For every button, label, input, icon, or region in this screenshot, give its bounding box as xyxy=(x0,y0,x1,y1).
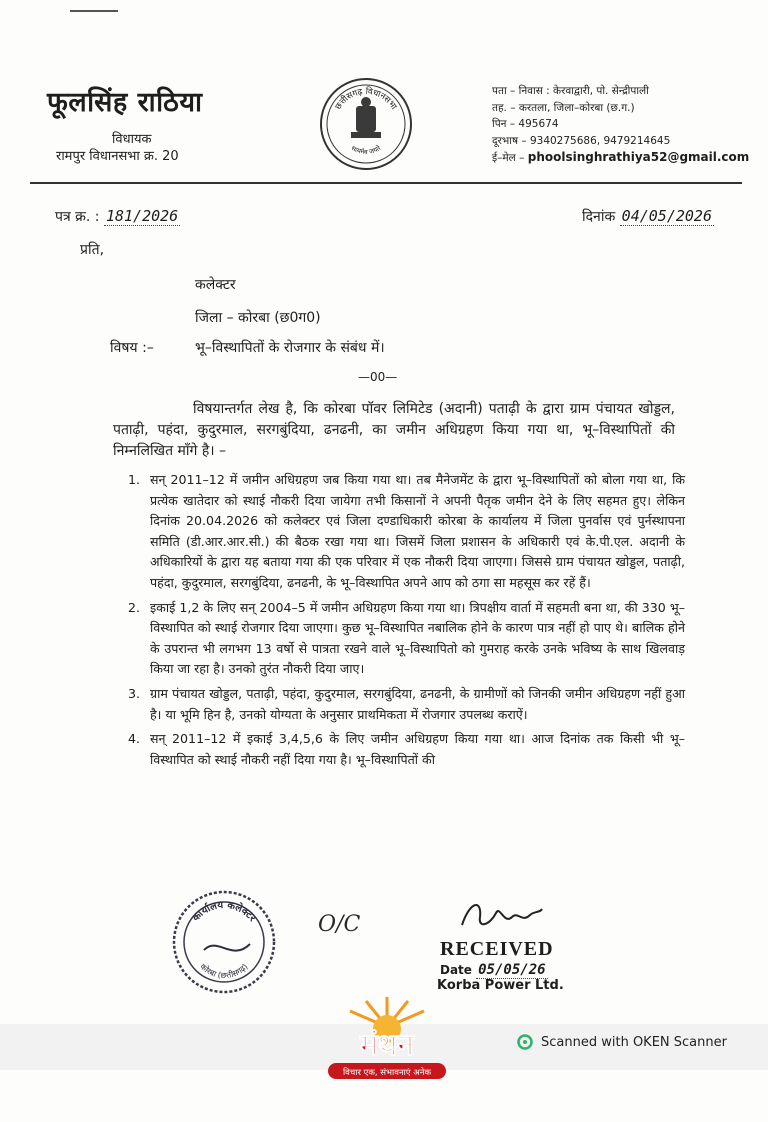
salutation: प्रति, xyxy=(80,242,105,258)
ref-label: पत्र क्र. : xyxy=(55,209,100,225)
subject-label: विषय :– xyxy=(110,340,154,356)
item-number: 4. xyxy=(128,731,141,747)
scanner-text: Scanned with OKEN Scanner xyxy=(541,1034,727,1050)
date-value: 04/05/2026 xyxy=(621,207,712,225)
svg-text:कार्यालय कलेक्टर xyxy=(190,900,258,925)
scanner-logo-icon xyxy=(517,1034,533,1050)
svg-text:सत्यमेव जयते xyxy=(350,144,382,156)
address-line: पिन – 495674 xyxy=(492,118,559,130)
ref-value: 181/2026 xyxy=(105,207,179,225)
brand-tagline: विचार एक, संभावनाएं अनेक xyxy=(342,1068,432,1078)
header-divider xyxy=(30,182,742,184)
letter-date xyxy=(582,207,714,226)
list-item xyxy=(120,684,685,725)
subject-text: भू–विस्थापितों के रोजगार के संबंध में। xyxy=(195,340,385,356)
stamp-top-text: कार्यालय कलेक्टर xyxy=(190,899,258,924)
item-number: 2. xyxy=(128,599,141,615)
email-line xyxy=(492,149,749,167)
item-text: इकाई 1,2 के लिए सन् 2004–5 में जमीन अधिग्रहण किया गया था। त्रिपक्षीय वार्ता में सहमती बना था, की 330 भू–विस्थापित को स्थाई रोजगार दिया जाएगा। कुछ भू–विस्थापित नबालिक होने के कारण पात्र नहीं हो पाए थे। बालिक होने के उपरान्त भी लगभग 13 वर्षो से पात्रता रखने वाले भू–विस्थापितो को गुमराह करके उनके भविष्य के साथ खिलवाड़ किया जा रहा है। उनको तुरंत नौकरी दिया जाए। xyxy=(150,599,685,677)
item-number: 3. xyxy=(128,685,141,701)
signature-icon xyxy=(456,895,546,935)
seal-top-text: छत्तीसगढ़ विधानसभा xyxy=(333,86,399,112)
address-block xyxy=(492,83,749,167)
received-date-label: Date xyxy=(440,963,472,977)
separator: —00— xyxy=(358,370,398,384)
designation: विधायक xyxy=(112,132,152,147)
address-line: दूरभाष – 9340275686, 9479214645 xyxy=(492,134,671,147)
intro-paragraph: विषयान्तर्गत लेख है, कि कोरबा पॉवर लिमिटेड (अदानी) पताढ़ी के द्वारा ग्राम पंचायत खोड्डल, पताढ़ी, पहंदा, कुदुरमाल, सरगबुंदिया, ढनढनी, का जमीन अधिग्रहण किया गया था, भू–विस्थापितों की निम्नलिखित माँगे है। – xyxy=(113,401,675,459)
manthan-logo-icon xyxy=(318,993,456,1085)
list-item xyxy=(120,729,685,770)
demand-list xyxy=(120,470,685,774)
oc-note: O/C xyxy=(318,912,361,937)
email-label: ई–मेल – xyxy=(492,152,525,164)
recipient-district: जिला – कोरबा (छ0ग0) xyxy=(195,310,321,326)
date-label: दिनांक xyxy=(582,209,616,225)
list-item xyxy=(120,598,685,680)
item-text: ग्राम पंचायत खोड्डल, पताढ़ी, पहंदा, कुदुरमाल, सरगबुंदिया, ढनढनी, के ग्रामीणों को जिनकी जमीन अधिग्रहण नहीं हुआ है। या भूमि हिन है, उनको योग्यता के अनुसार प्राथमिकता में रोजगार उपलब्ध कराऐं। xyxy=(150,685,685,722)
constituency: रामपुर विधानसभा क्र. 20 xyxy=(56,149,179,164)
mla-name: फूलसिंह राठिया xyxy=(47,87,203,118)
email-address: phoolsinghrathiya52@gmail.com xyxy=(527,150,750,164)
address-line: तह. – करतला, जिला–कोरबा (छ.ग.) xyxy=(492,101,635,114)
reference-number xyxy=(55,207,180,226)
item-text: सन् 2011–12 में इकाई 3,4,5,6 के लिए जमीन अधिग्रहण किया गया था। आज दिनांक तक किसी भी भू–विस्थापित को स्थाई नौकरी नहीं दिया गया है। भू–विस्थापितों की xyxy=(150,731,685,767)
item-number: 1. xyxy=(128,472,141,487)
received-company: Korba Power Ltd. xyxy=(437,978,564,993)
brand-name: मंथन xyxy=(360,1028,414,1063)
office-stamp-icon xyxy=(170,888,278,996)
list-item xyxy=(120,470,685,594)
received-stamp: RECEIVED xyxy=(440,938,554,960)
seal-bottom-text: सत्यमेव जयते xyxy=(349,144,383,157)
recipient-title: कलेक्टर xyxy=(195,277,236,293)
scanner-watermark xyxy=(517,1034,727,1050)
received-date xyxy=(440,962,548,978)
address-line: पता – निवास : केरवाद्वारी, पो. सेन्द्रीपाली xyxy=(492,85,649,97)
received-date-value: 05/05/26 xyxy=(478,962,546,978)
assembly-seal-icon xyxy=(318,76,414,172)
item-text: सन् 2011–12 में जमीन अधिग्रहण जब किया गया था। तब मैनेजमेंट के द्वारा भू–विस्थापितों को बोला गया था, कि प्रत्येक खातेदार को स्थाई नौकरी दिया जायेगा तभी किसानों ने अपनी पैतृक जमीन देने के लिए सहमत हुए। लेकिन दिनांक 20.04.2026 को कलेक्टर एवं जिला दण्डाधिकारी कोरबा के कार्यालय में जिला पुनर्वास एवं पुर्नस्थापना समिति (डी.आर.आर.सी.) की बैठक रखा गया था। जिसमें जिला प्रशासन के अधिकारी एवं के.पी.एल. अदानी के अधिकारियों के द्वारा यह बताया गया की एक परिवार में एक नौकरी दिया जाएगा। जिससे ग्राम पंचायत खोड्डल, पताढ़ी, पहंदा, कुदुरमाल, सरगबुंदिया, ढनढनी, के भू–विस्थापित अपने आप को ठगा सा महसूस कर रहें हैं। xyxy=(150,472,685,590)
top-ink-mark xyxy=(70,10,118,12)
stamp-bottom-text: कोरबा (छत्तीसगढ़) xyxy=(198,961,250,981)
